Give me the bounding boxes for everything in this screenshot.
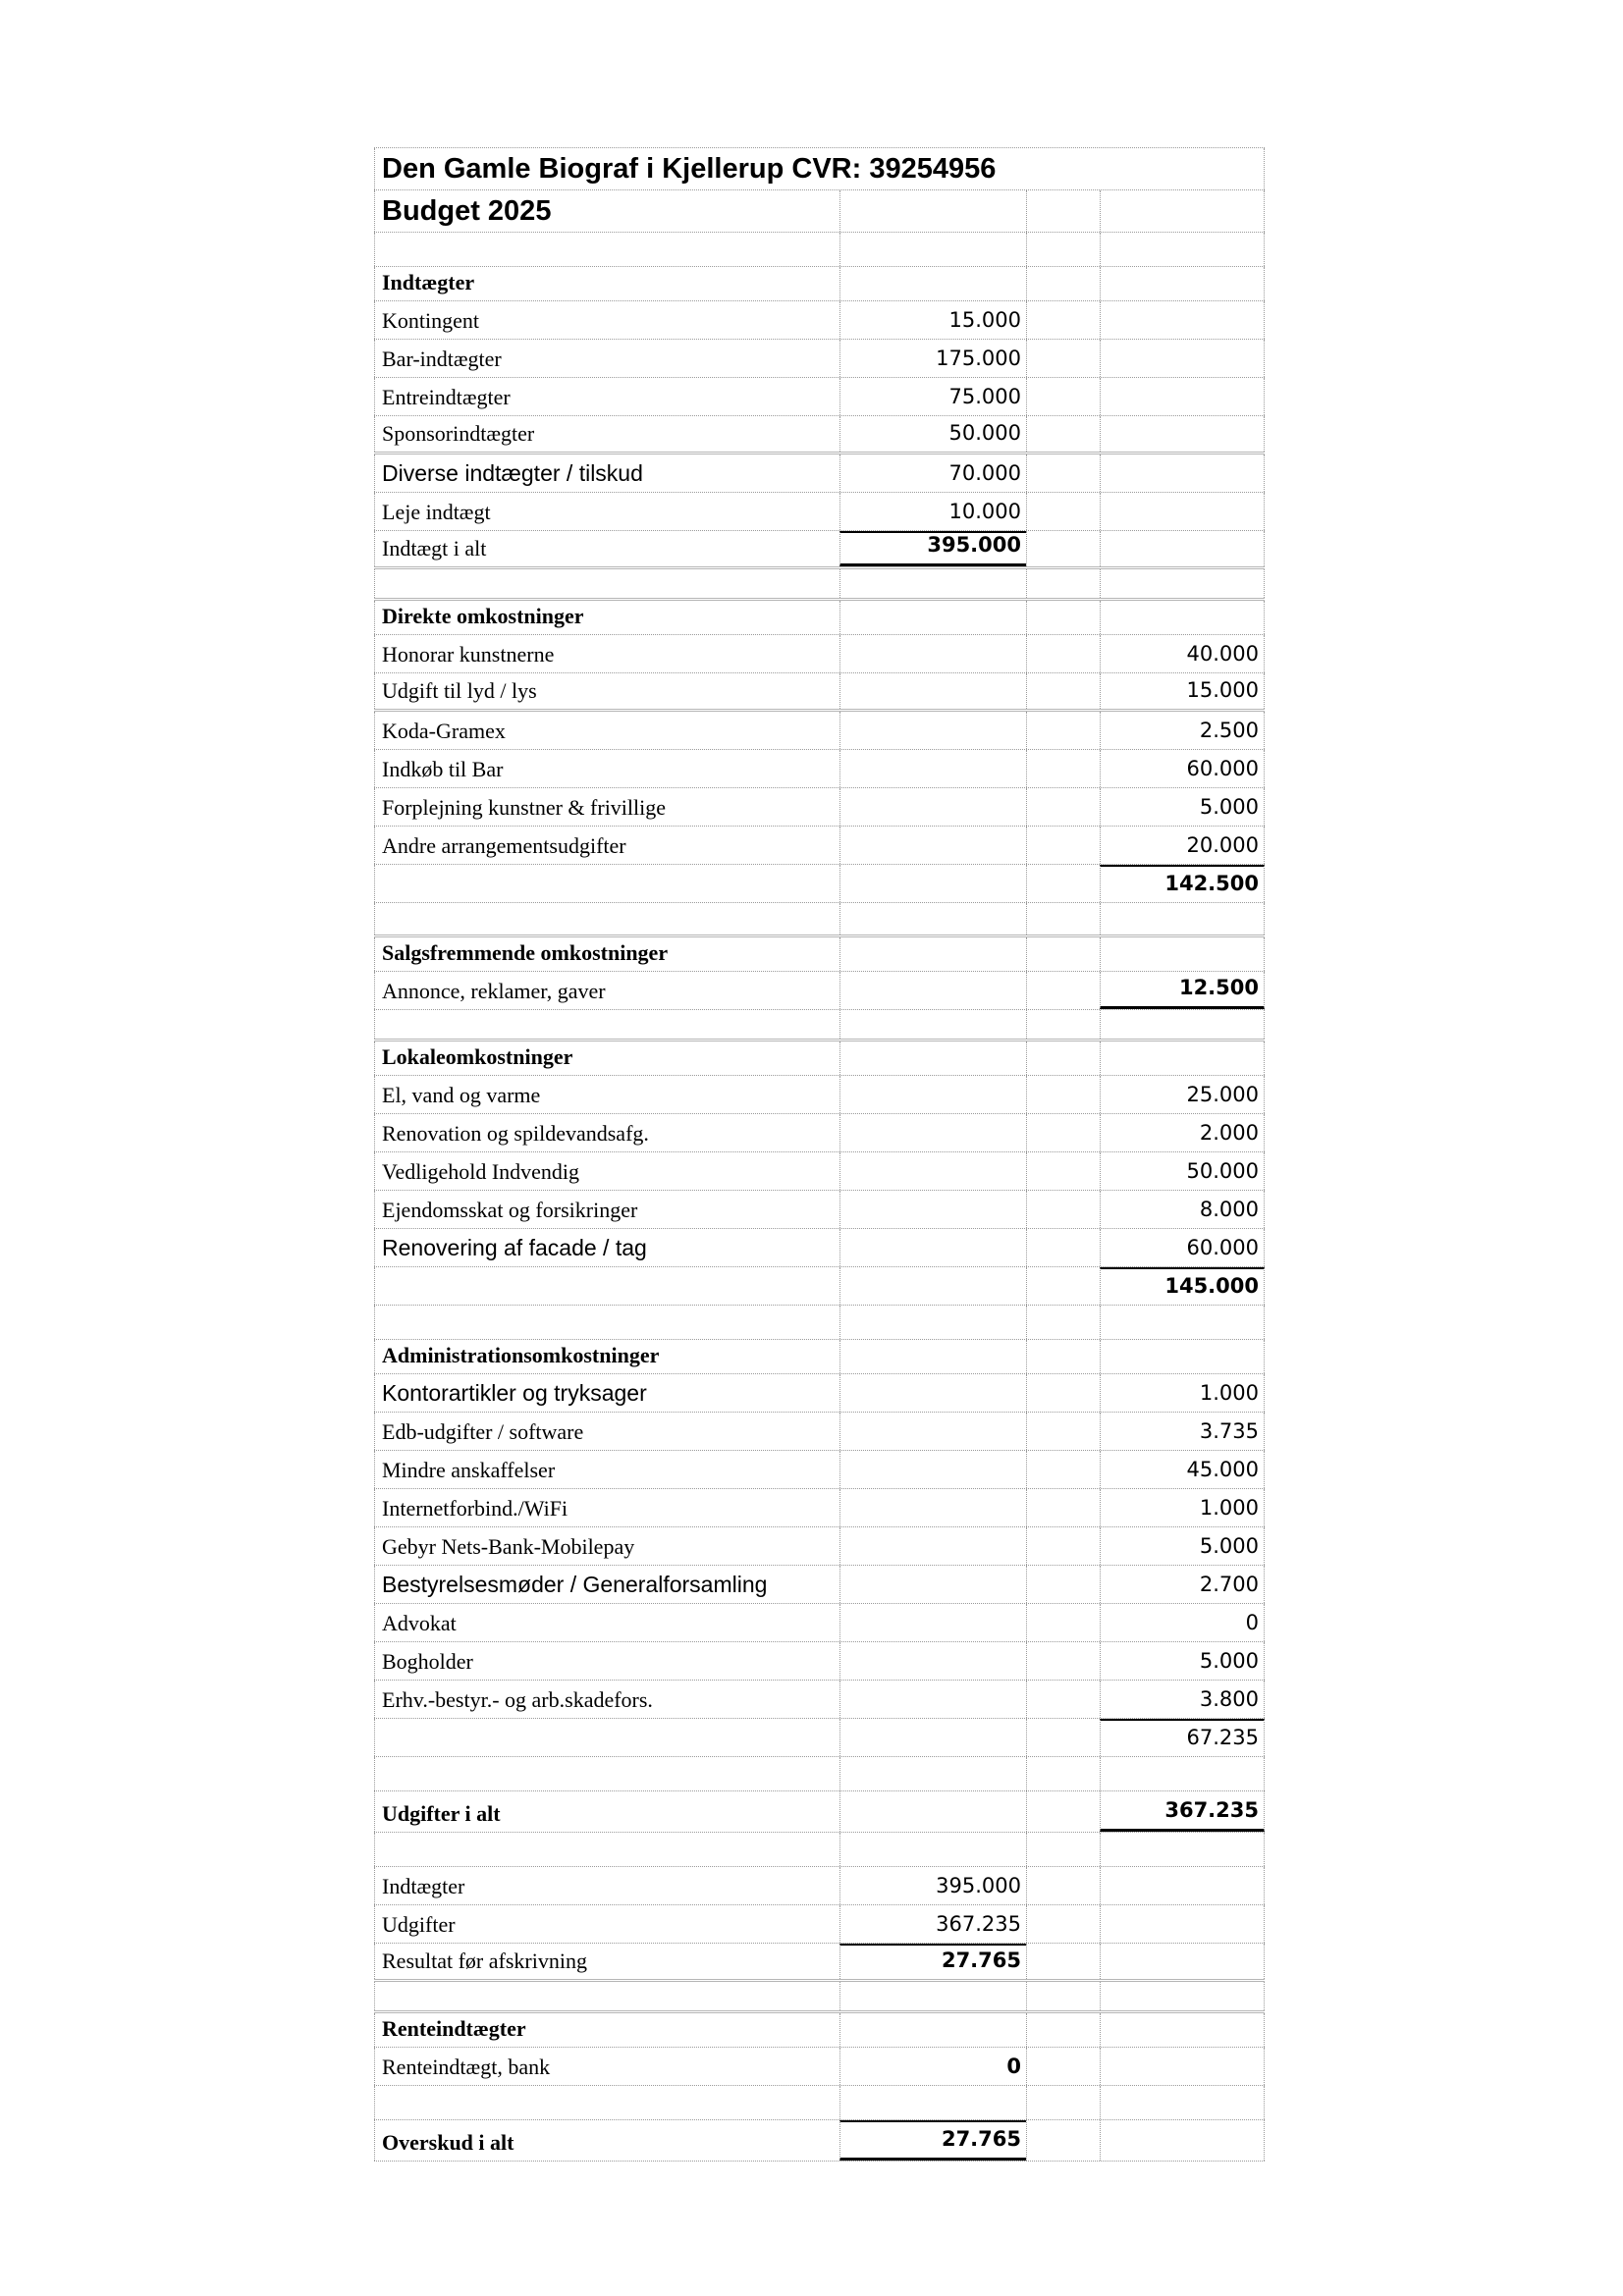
expense-row: [374, 1413, 1265, 1451]
line-label: Honorar kunstnerne: [374, 635, 839, 672]
section-heading-row: [374, 2013, 1265, 2048]
line-amount: 0: [1100, 1604, 1265, 1641]
line-amount: 50.000: [839, 416, 1026, 452]
empty-row: [374, 1833, 1265, 1867]
result-row: [374, 1867, 1265, 1905]
empty-row: [374, 569, 1265, 601]
subtitle-row: [374, 190, 1265, 233]
income-row: [374, 301, 1265, 340]
income-row: [374, 493, 1265, 531]
line-label: Leje indtægt: [374, 493, 839, 530]
expense-row: [374, 1374, 1265, 1413]
empty-row: [374, 1010, 1265, 1041]
expense-row: [374, 635, 1265, 673]
line-label: Udgift til lyd / lys: [374, 673, 839, 709]
line-label: Koda-Gramex: [374, 712, 839, 749]
section-heading-direct-costs: Direkte omkostninger: [374, 601, 839, 634]
expenses-total-amount: 367.235: [1100, 1791, 1265, 1832]
line-label: Gebyr Nets-Bank-Mobilepay: [374, 1527, 839, 1565]
result-before-depr-label: Resultat før afskrivning: [374, 1944, 839, 1979]
empty-row: [374, 2086, 1265, 2120]
income-total-label: Indtægt i alt: [374, 531, 839, 566]
line-label: Erhv.-bestyr.- og arb.skadefors.: [374, 1681, 839, 1718]
expense-row: [374, 1642, 1265, 1681]
line-amount: 1.000: [1100, 1374, 1265, 1412]
budget-sheet: [374, 147, 1265, 2162]
line-amount: 3.735: [1100, 1413, 1265, 1450]
empty-row: [374, 1757, 1265, 1791]
subtotal-row: [374, 865, 1265, 903]
expense-row: [374, 1114, 1265, 1152]
line-label: Indkøb til Bar: [374, 750, 839, 787]
line-label: Sponsorindtægter: [374, 416, 839, 452]
surplus-label: Overskud i alt: [374, 2120, 839, 2161]
line-amount: 60.000: [1100, 750, 1265, 787]
line-amount: 15.000: [1100, 673, 1265, 709]
line-amount: 12.500: [1100, 972, 1265, 1009]
line-label: Vedligehold Indvendig: [374, 1152, 839, 1190]
line-label: Mindre anskaffelser: [374, 1451, 839, 1488]
line-amount: 60.000: [1100, 1229, 1265, 1266]
line-amount: 2.700: [1100, 1566, 1265, 1603]
expense-row: [374, 673, 1265, 712]
expense-row: [374, 972, 1265, 1010]
direct-costs-subtotal: 142.500: [1100, 865, 1265, 902]
income-row: [374, 340, 1265, 378]
empty-row: [374, 903, 1265, 937]
section-heading-row: [374, 267, 1265, 301]
income-row: [374, 454, 1265, 493]
result-row: [374, 1905, 1265, 1944]
expense-row: [374, 1681, 1265, 1719]
line-amount: 5.000: [1100, 1642, 1265, 1680]
line-label: Diverse indtægter / tilskud: [374, 454, 839, 492]
empty-row: [374, 1982, 1265, 2013]
expense-row: [374, 1152, 1265, 1191]
line-label: Kontorartikler og tryksager: [374, 1374, 839, 1412]
line-label: Internetforbind./WiFi: [374, 1489, 839, 1526]
line-label: Bogholder: [374, 1642, 839, 1680]
expense-row: [374, 1191, 1265, 1229]
section-heading-row: [374, 601, 1265, 635]
line-amount: 175.000: [839, 340, 1026, 377]
line-label: Ejendomsskat og forsikringer: [374, 1191, 839, 1228]
line-amount: 2.500: [1100, 712, 1265, 749]
line-label: Andre arrangementsudgifter: [374, 827, 839, 864]
result-income-amount: 395.000: [839, 1867, 1026, 1904]
section-heading-premises-costs: Lokaleomkostninger: [374, 1041, 839, 1075]
subtotal-row: [374, 1267, 1265, 1306]
result-before-depr-amount: 27.765: [839, 1944, 1026, 1979]
line-amount: 2.000: [1100, 1114, 1265, 1151]
line-label: Forplejning kunstner & frivillige: [374, 788, 839, 826]
premises-costs-subtotal: 145.000: [1100, 1267, 1265, 1305]
admin-costs-subtotal: 67.235: [1100, 1719, 1265, 1756]
line-label: El, vand og varme: [374, 1076, 839, 1113]
line-label: Advokat: [374, 1604, 839, 1641]
section-heading-income: Indtægter: [374, 267, 839, 300]
line-label: Annonce, reklamer, gaver: [374, 972, 839, 1009]
expense-row: [374, 750, 1265, 788]
line-label: Renovering af facade / tag: [374, 1229, 839, 1266]
subtotal-row: [374, 1719, 1265, 1757]
line-label: Bestyrelsesmøder / Generalforsamling: [374, 1566, 839, 1603]
interest-amount: 0: [839, 2048, 1026, 2085]
section-heading-admin-costs: Administrationsomkostninger: [374, 1340, 839, 1373]
line-amount: 45.000: [1100, 1451, 1265, 1488]
section-heading-row: [374, 1340, 1265, 1374]
line-amount: 25.000: [1100, 1076, 1265, 1113]
interest-label: Renteindtægt, bank: [374, 2048, 839, 2085]
line-amount: 75.000: [839, 378, 1026, 415]
expense-row: [374, 1566, 1265, 1604]
section-heading-row: [374, 1041, 1265, 1076]
empty-row: [374, 1306, 1265, 1340]
expense-row: [374, 1451, 1265, 1489]
line-amount: 5.000: [1100, 1527, 1265, 1565]
line-amount: 1.000: [1100, 1489, 1265, 1526]
document-title: Den Gamle Biograf i Kjellerup CVR: 39254956: [374, 148, 1265, 189]
income-row: [374, 378, 1265, 416]
line-label: Bar-indtægter: [374, 340, 839, 377]
surplus-row: [374, 2120, 1265, 2162]
line-amount: 15.000: [839, 301, 1026, 339]
line-amount: 5.000: [1100, 788, 1265, 826]
income-row: [374, 416, 1265, 454]
document-subtitle: Budget 2025: [374, 190, 839, 232]
expense-row: [374, 827, 1265, 865]
empty-row: [374, 233, 1265, 267]
line-amount: 8.000: [1100, 1191, 1265, 1228]
line-amount: 50.000: [1100, 1152, 1265, 1190]
section-heading-row: [374, 937, 1265, 972]
title-row: [374, 148, 1265, 190]
line-label: Edb-udgifter / software: [374, 1413, 839, 1450]
section-heading-interest: Renteindtægter: [374, 2013, 839, 2047]
expense-row: [374, 1527, 1265, 1566]
surplus-amount: 27.765: [839, 2120, 1026, 2161]
line-amount: 3.800: [1100, 1681, 1265, 1718]
section-heading-sales-costs: Salgsfremmende omkostninger: [374, 937, 839, 971]
income-total-amount: 395.000: [839, 531, 1026, 566]
line-label: Renovation og spildevandsafg.: [374, 1114, 839, 1151]
result-expenses-label: Udgifter: [374, 1905, 839, 1943]
expense-row: [374, 788, 1265, 827]
line-label: Kontingent: [374, 301, 839, 339]
result-income-label: Indtægter: [374, 1867, 839, 1904]
result-expenses-amount: 367.235: [839, 1905, 1026, 1943]
line-amount: 20.000: [1100, 827, 1265, 864]
expense-row: [374, 1229, 1265, 1267]
income-total-row: [374, 531, 1265, 569]
result-row: [374, 1944, 1265, 1982]
expense-row: [374, 1489, 1265, 1527]
line-amount: 10.000: [839, 493, 1026, 530]
line-amount: 70.000: [839, 454, 1026, 492]
expenses-total-label: Udgifter i alt: [374, 1791, 839, 1832]
line-label: Entreindtægter: [374, 378, 839, 415]
expense-row: [374, 712, 1265, 750]
expense-row: [374, 1604, 1265, 1642]
line-amount: 40.000: [1100, 635, 1265, 672]
interest-row: [374, 2048, 1265, 2086]
expenses-total-row: [374, 1791, 1265, 1833]
expense-row: [374, 1076, 1265, 1114]
